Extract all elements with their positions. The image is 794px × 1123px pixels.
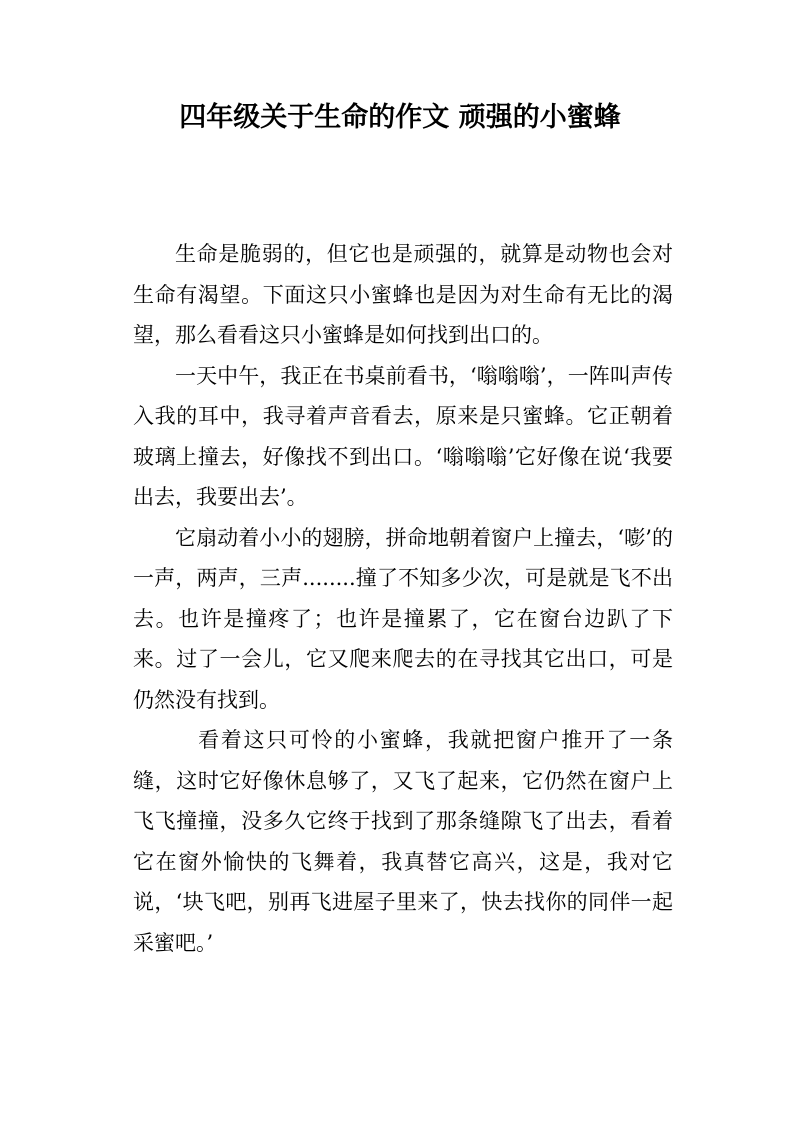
paragraph-escape: 看着这只可怜的小蜜蜂，我就把窗户推开了一条缝，这时它好像休息够了，又飞了起来，它仍然在窗户上飞飞撞撞，没多久它终于找到了那条缝隙飞了出去，看着它在窗外愉快的飞舞着，我真替它高兴，这是，我对它说，‘块飞吧，别再飞进屋子里来了，快去找你的同伴一起采蜜吧。’ <box>133 728 673 955</box>
document-body <box>133 234 673 963</box>
paragraph-noon: 一天中午，我正在书桌前看书，‘嗡嗡嗡’，一阵叫声传入我的耳中，我寻着声音看去，原来是只蜜蜂。它正朝着玻璃上撞去，好像找不到出口。‘嗡嗡嗡’它好像在说‘我要出去，我要出去’。 <box>133 363 673 509</box>
paragraph-intro: 生命是脆弱的，但它也是顽强的，就算是动物也会对生命有渴望。下面这只小蜜蜂也是因为对生命有无比的渴望，那么看看这只小蜜蜂是如何找到出口的。 <box>133 242 673 347</box>
document-title: 四年级关于生命的作文 顽强的小蜜蜂 <box>179 102 621 133</box>
paragraph-struggle: 它扇动着小小的翅膀，拼命地朝着窗户上撞去，‘嘭’的一声，两声，三声........撞了不知多少次，可是就是飞不出去。也许是撞疼了；也许是撞累了，它在窗台边趴了下来。过了一会儿，它又爬来爬去的在寻找其它出口，可是仍然没有找到。 <box>133 525 673 712</box>
